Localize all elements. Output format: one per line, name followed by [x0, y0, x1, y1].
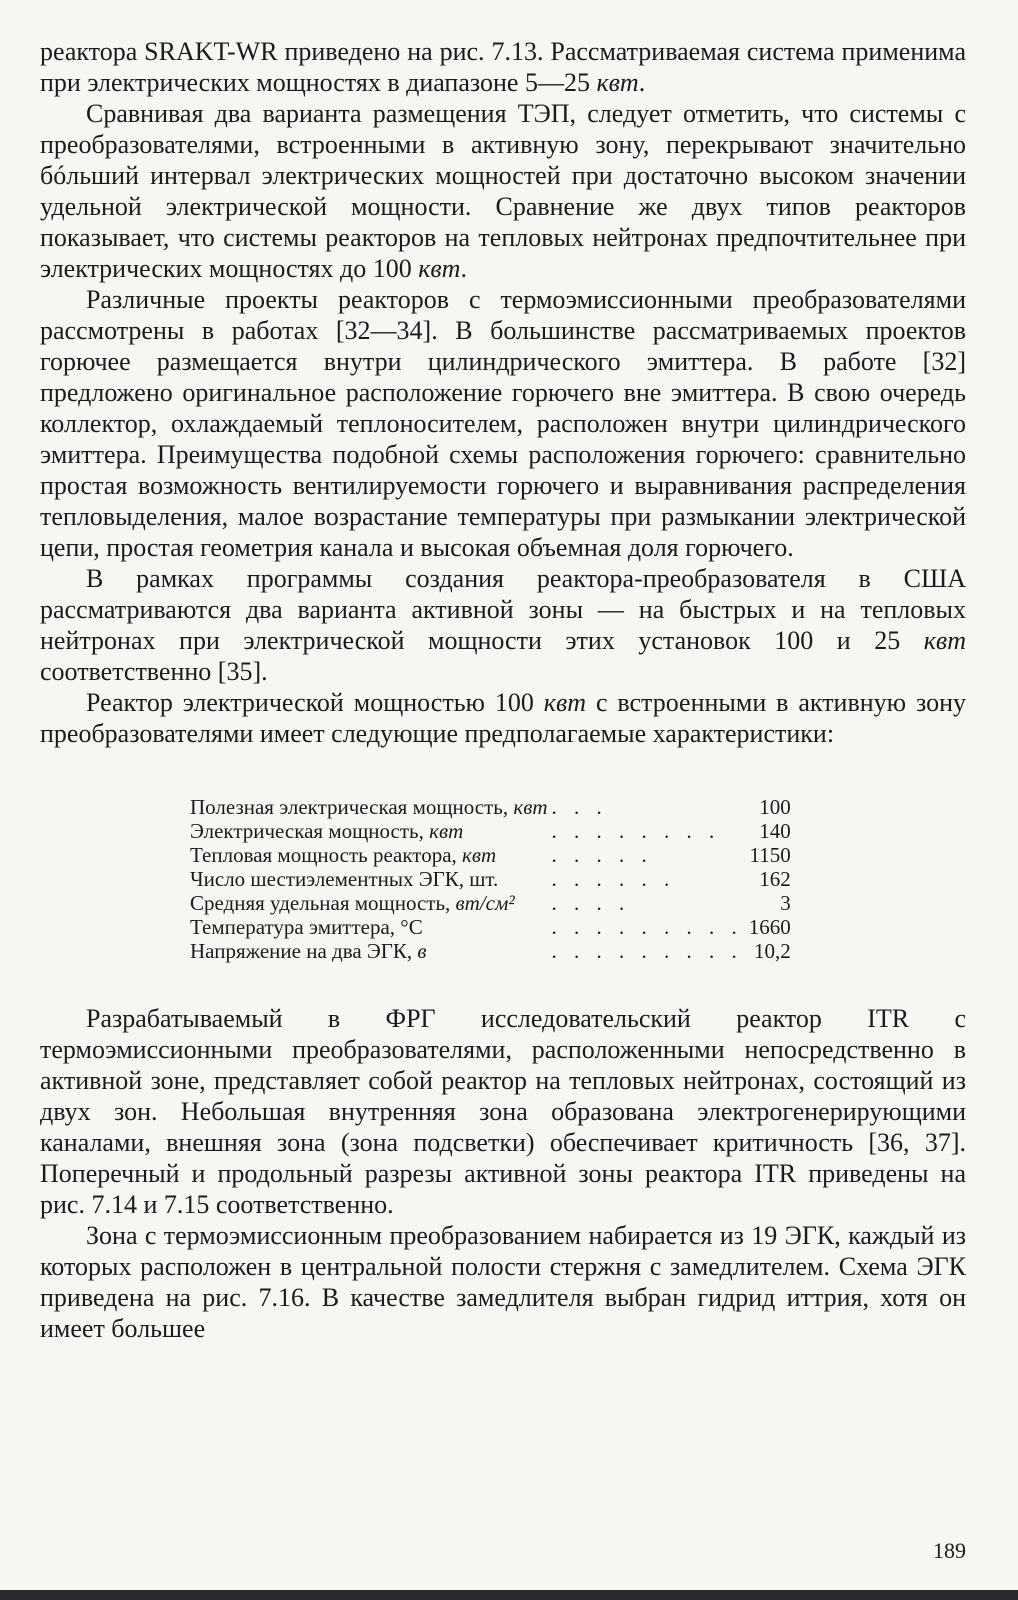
spec-value: 1660 [748, 915, 791, 939]
spec-leader-dots: . . . . [551, 891, 631, 915]
page-content [40, 36, 966, 1344]
body-after-paragraph [40, 1220, 966, 1344]
spec-unit: квт [462, 843, 497, 867]
paragraph-text: . [460, 254, 467, 283]
paragraph-text: Различные проекты реакторов с термоэмиссионными преобразователями рассмотрены в работах [32—34]. В большинстве рассматриваемых проектов горючее размещается внутри цилиндрического эмиттера. В работе [32] предложено оригинальное расположение горючего вне эмиттера. В свою очередь коллектор, охлаждаемый теплоносителем, расположен внутри цилиндрического эмиттера. Преимущества подобной схемы расположения горючего: сравнительно простая возможность вентилируемости горючего и выравнивания распределения тепловыделения, малое возрастание температуры при размыкании электрической цепи, простая геометрия канала и высокая объемная доля горючего. [40, 285, 966, 562]
spec-row [190, 939, 791, 963]
spec-label [190, 939, 552, 963]
unit-text: квт [596, 68, 639, 97]
paragraph-text: Разрабатываемый в ФРГ исследовательский реактор ITR с термоэмиссионными преобразователями, расположенными непосредственно в активной зоне, представляет собой реактор на тепловых нейтронах, состоящий из двух зон. Небольшая внутренняя зона образована электрогенерирующими каналами, внешняя зона (зона подсветки) обеспечивает критичность [36, 37]. Поперечный и продольный разрезы активной зоны реактора ITR приведены на рис. 7.14 и 7.15 соответственно. [40, 1004, 966, 1219]
spec-value: 100 [759, 795, 791, 819]
reactor-characteristics-table [190, 795, 791, 963]
spec-label [190, 891, 552, 915]
spec-row [190, 843, 791, 867]
spec-label-text: Электрическая мощность, [190, 819, 430, 843]
spec-label-text: Напряжение на два ЭГК, [190, 939, 418, 963]
spec-unit: в [417, 939, 427, 963]
spec-leader-dots: . . . . . . . . . [551, 939, 743, 963]
spec-label [190, 795, 552, 819]
spec-value: 140 [759, 819, 791, 843]
unit-text: квт [543, 688, 587, 717]
paragraph-text: с встроенными в активную зону преобразователями имеет следующие предполагаемые характеристики: [40, 688, 966, 748]
text-block-after-table [40, 1003, 966, 1344]
spec-label [190, 915, 552, 939]
text-block-before-table [40, 36, 966, 749]
spec-unit: квт [513, 795, 548, 819]
spec-leader-dots: . . . . . . . . . [551, 915, 743, 939]
spec-label [190, 867, 552, 891]
spec-label-text: Число шестиэлементных ЭГК, шт. [190, 867, 499, 891]
spec-label-text: Тепловая мощность реактора, [190, 843, 463, 867]
unit-text: квт [923, 626, 966, 655]
spec-label-text: Температура эмиттера, °C [190, 915, 423, 939]
spec-label [190, 843, 552, 867]
unit-text: квт [418, 254, 461, 283]
spec-row [190, 795, 791, 819]
paragraph-text: В рамках программы создания реактора-преобразователя в США рассматриваются два варианта активной зоны — на быстрых и на тепловых нейтронах при электрической мощности этих установок 100 и 25 [40, 564, 966, 655]
spec-row [190, 867, 791, 891]
spec-leader-dots: . . . . . . [551, 867, 676, 891]
paragraph-text: реактора SRAKT-WR приведено на рис. 7.13. Рассматриваемая система применима при электрических мощностях в диапазоне 5—25 [40, 37, 966, 97]
page-number: 189 [933, 1538, 966, 1563]
paragraph-text: Реактор электрической мощностью 100 [86, 688, 544, 717]
body-paragraph [40, 563, 966, 687]
spec-row [190, 891, 791, 915]
spec-leader-dots: . . . . . . . . [551, 819, 721, 843]
spec-leader-dots: . . . . . [551, 843, 653, 867]
body-paragraph [40, 687, 966, 749]
spec-label-text: Полезная электрическая мощность, [190, 795, 514, 819]
paragraph-text: Сравнивая два варианта размещения ТЭП, следует отметить, что системы с преобразователями, встроенными в активную зону, перекрывают значительно бóльший интервал электрических мощностей при достаточно высоком значении удельной электрической мощности. Сравнение же двух типов реакторов показывает, что системы реакторов на тепловых нейтронах предпочтительнее при электрических мощностях до 100 [40, 99, 966, 283]
spec-value: 3 [780, 891, 791, 915]
spec-unit: вт/см² [455, 891, 515, 915]
spec-row [190, 915, 791, 939]
spec-row [190, 819, 791, 843]
body-paragraph [40, 36, 966, 98]
paragraph-text: Зона с термоэмиссионным преобразованием набирается из 19 ЭГК, каждый из которых расположен в центральной полости стержня с замедлителем. Схема ЭГК приведена на рис. 7.16. В качестве замедлителя выбран гидрид иттрия, хотя он имеет большее [40, 1221, 966, 1343]
body-paragraph [40, 284, 966, 563]
spec-label-text: Средняя удельная мощность, [190, 891, 456, 915]
spec-value: 162 [759, 867, 791, 891]
body-paragraph [40, 98, 966, 284]
spec-value: 10,2 [754, 939, 791, 963]
body-after-paragraph [40, 1003, 966, 1220]
scan-bottom-edge [0, 1590, 1018, 1600]
spec-unit: квт [429, 819, 464, 843]
paragraph-text: соответственно [35]. [40, 657, 268, 686]
spec-label [190, 819, 552, 843]
spec-value: 1150 [749, 843, 791, 867]
spec-leader-dots: . . . [551, 795, 608, 819]
paragraph-text: . [638, 68, 646, 97]
